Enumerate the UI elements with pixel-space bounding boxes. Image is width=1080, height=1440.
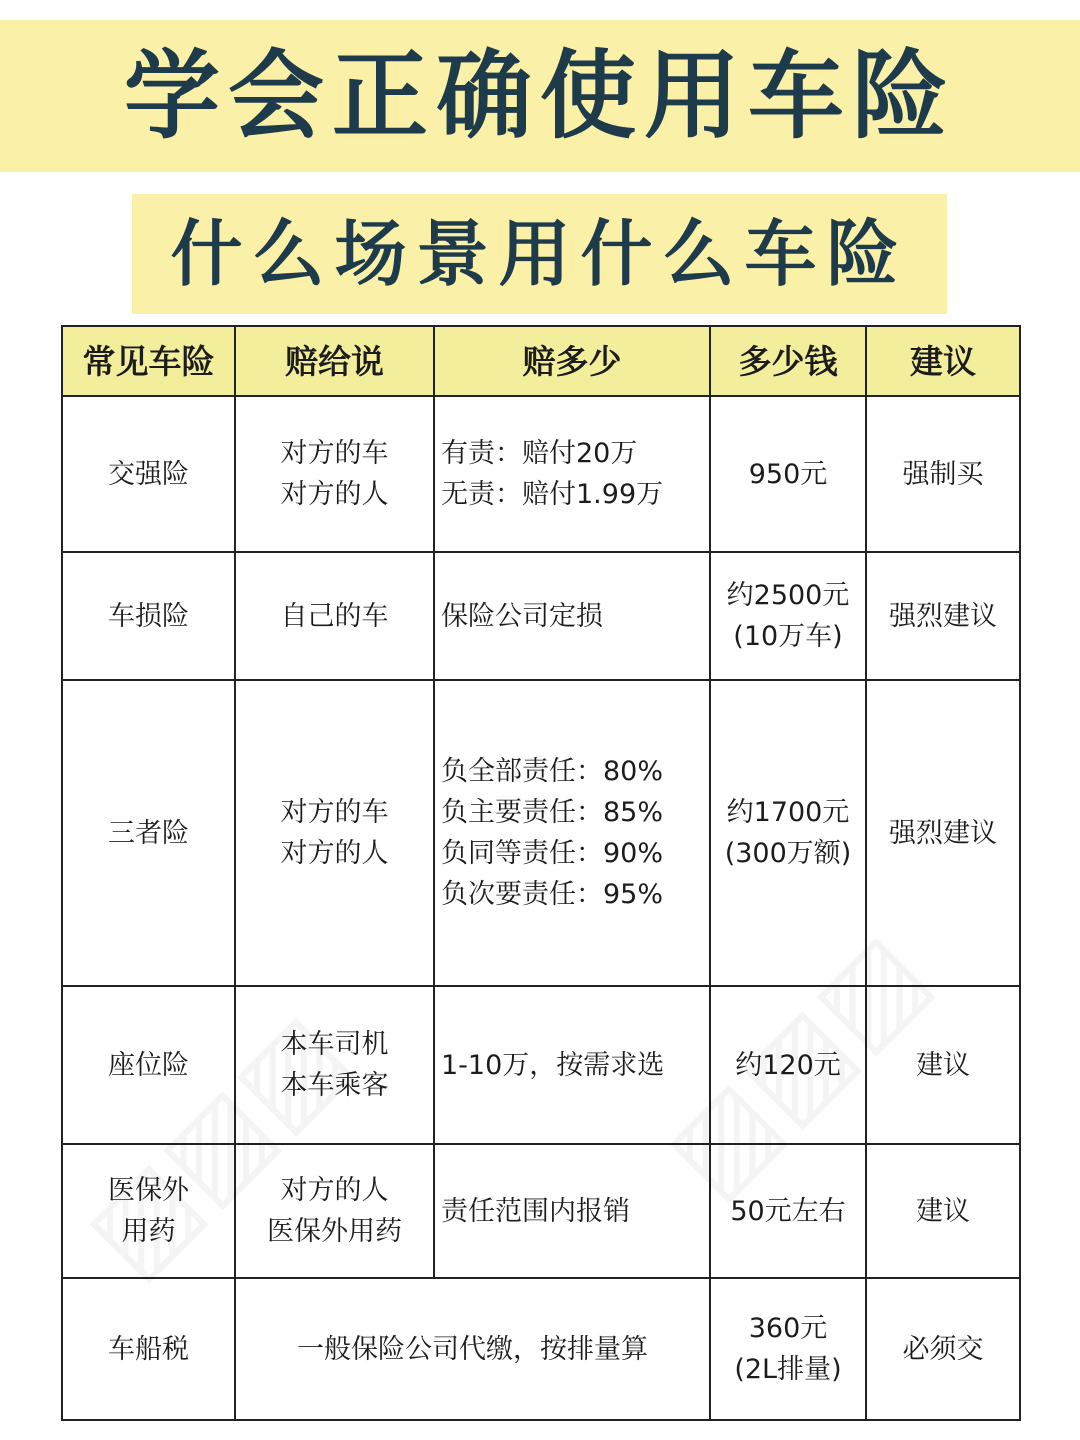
insurance-name: 座位险 bbox=[62, 986, 235, 1144]
covers-cell: 对方的人 医保外用药 bbox=[235, 1144, 434, 1278]
cost-cell: 约1700元 (300万额) bbox=[710, 680, 866, 986]
advice-cell: 建议 bbox=[866, 1144, 1020, 1278]
cost-cell: 50元左右 bbox=[710, 1144, 866, 1278]
table-row bbox=[62, 680, 1020, 986]
advice-cell: 强制买 bbox=[866, 396, 1020, 552]
table-row bbox=[62, 1144, 1020, 1278]
header-cost: 多少钱 bbox=[710, 326, 866, 396]
insurance-name: 车损险 bbox=[62, 552, 235, 680]
header-payout: 赔多少 bbox=[434, 326, 710, 396]
table-row bbox=[62, 396, 1020, 552]
payout-cell: 1-10万，按需求选 bbox=[434, 986, 710, 1144]
payout-cell: 有责：赔付20万 无责：赔付1.99万 bbox=[434, 396, 710, 552]
advice-cell: 强烈建议 bbox=[866, 552, 1020, 680]
insurance-name: 交强险 bbox=[62, 396, 235, 552]
payout-cell: 保险公司定损 bbox=[434, 552, 710, 680]
table-row bbox=[62, 1278, 1020, 1420]
advice-cell: 建议 bbox=[866, 986, 1020, 1144]
payout-cell: 负全部责任：80% 负主要责任：85% 负同等责任：90% 负次要责任：95% bbox=[434, 680, 710, 986]
covers-cell: 本车司机 本车乘客 bbox=[235, 986, 434, 1144]
cost-cell: 约120元 bbox=[710, 986, 866, 1144]
insurance-name: 车船税 bbox=[62, 1278, 235, 1420]
cost-cell: 360元 (2L排量) bbox=[710, 1278, 866, 1420]
advice-cell: 必须交 bbox=[866, 1278, 1020, 1420]
header-covers: 赔给说 bbox=[235, 326, 434, 396]
page-subtitle: 什么场景用什么车险 bbox=[170, 212, 909, 296]
subtitle-banner bbox=[132, 194, 947, 314]
insurance-name: 三者险 bbox=[62, 680, 235, 986]
payout-cell: 责任范围内报销 bbox=[434, 1144, 710, 1278]
table-row bbox=[62, 552, 1020, 680]
header-insurance-type: 常见车险 bbox=[62, 326, 235, 396]
covers-cell: 对方的车 对方的人 bbox=[235, 396, 434, 552]
cost-cell: 约2500元 (10万车) bbox=[710, 552, 866, 680]
title-banner bbox=[0, 20, 1080, 172]
table-header-row bbox=[62, 326, 1020, 396]
header-advice: 建议 bbox=[866, 326, 1020, 396]
merged-note-cell: 一般保险公司代缴，按排量算 bbox=[235, 1278, 710, 1420]
covers-cell: 自己的车 bbox=[235, 552, 434, 680]
cost-cell: 950元 bbox=[710, 396, 866, 552]
page-title: 学会正确使用车险 bbox=[124, 40, 956, 152]
insurance-name: 医保外 用药 bbox=[62, 1144, 235, 1278]
covers-cell: 对方的车 对方的人 bbox=[235, 680, 434, 986]
insurance-table bbox=[61, 325, 1021, 1421]
table-row bbox=[62, 986, 1020, 1144]
advice-cell: 强烈建议 bbox=[866, 680, 1020, 986]
